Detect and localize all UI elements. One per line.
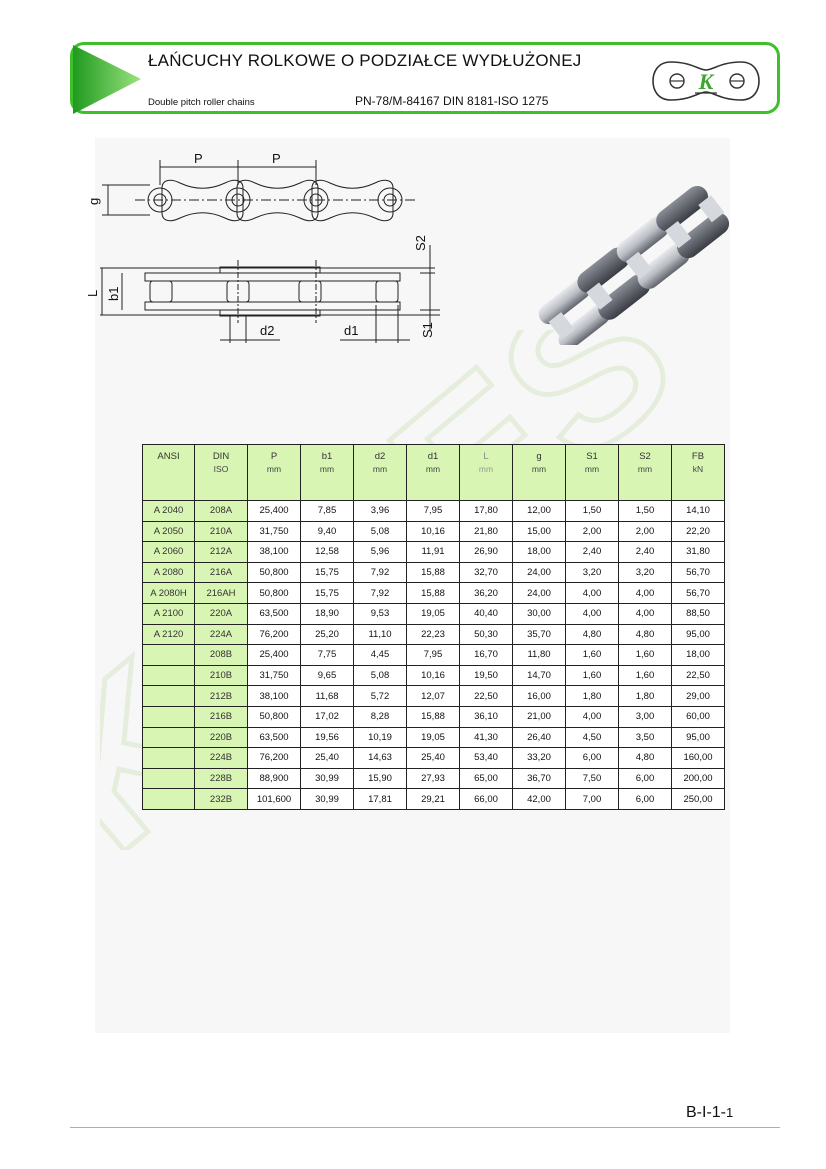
table-row xyxy=(143,521,725,542)
table-row xyxy=(143,727,725,748)
table-cell: A 2080H xyxy=(143,583,195,604)
table-cell: 1,50 xyxy=(566,501,619,522)
table-cell: 50,30 xyxy=(460,624,513,645)
table-cell: 76,200 xyxy=(248,624,301,645)
table-cell: 41,30 xyxy=(460,727,513,748)
table-cell: 21,80 xyxy=(460,521,513,542)
table-cell: 1,60 xyxy=(566,645,619,666)
table-cell: 10,16 xyxy=(407,665,460,686)
table-cell: 220B xyxy=(195,727,248,748)
table-cell: 24,00 xyxy=(513,583,566,604)
table-row xyxy=(143,706,725,727)
table-cell: 22,50 xyxy=(672,665,725,686)
table-cell: 4,00 xyxy=(619,583,672,604)
header-b1: b1 mm xyxy=(301,445,354,501)
table-cell: 5,96 xyxy=(354,542,407,563)
table-cell: 33,20 xyxy=(513,748,566,769)
table-cell xyxy=(143,706,195,727)
table-cell: 224A xyxy=(195,624,248,645)
table-cell: 208A xyxy=(195,501,248,522)
table-cell: 2,00 xyxy=(619,521,672,542)
table-cell: 17,81 xyxy=(354,789,407,810)
label-b1: b1 xyxy=(106,286,121,301)
table-cell: 15,88 xyxy=(407,562,460,583)
table-cell xyxy=(143,665,195,686)
page-number: B-I-1-1 xyxy=(686,1104,734,1121)
table-cell: 14,70 xyxy=(513,665,566,686)
table-cell: 3,50 xyxy=(619,727,672,748)
table-cell: 50,800 xyxy=(248,706,301,727)
table-cell: 12,58 xyxy=(301,542,354,563)
label-l: L xyxy=(85,289,100,297)
table-cell: 60,00 xyxy=(672,706,725,727)
table-cell: 1,80 xyxy=(619,686,672,707)
table-cell: 15,75 xyxy=(301,583,354,604)
table-cell: 4,80 xyxy=(619,624,672,645)
table-row xyxy=(143,542,725,563)
table-header-row xyxy=(143,445,725,501)
company-logo-icon xyxy=(651,57,761,105)
table-cell: 200,00 xyxy=(672,768,725,789)
table-cell xyxy=(143,768,195,789)
table-cell: 11,68 xyxy=(301,686,354,707)
table-cell: 11,10 xyxy=(354,624,407,645)
header-fb: FB kN xyxy=(672,445,725,501)
table-cell xyxy=(143,686,195,707)
table-cell: 18,00 xyxy=(513,542,566,563)
table-cell: 63,500 xyxy=(248,727,301,748)
table-cell: 19,05 xyxy=(407,727,460,748)
table-cell: 212A xyxy=(195,542,248,563)
table-cell: 26,40 xyxy=(513,727,566,748)
table-cell: 3,20 xyxy=(619,562,672,583)
header-triangle-icon xyxy=(73,45,148,114)
header-p: P mm xyxy=(248,445,301,501)
table-row xyxy=(143,686,725,707)
table-cell: 210B xyxy=(195,665,248,686)
label-s2: S2 xyxy=(413,235,428,251)
table-cell: 38,100 xyxy=(248,542,301,563)
label-d1: d1 xyxy=(344,323,359,338)
table-cell: 9,40 xyxy=(301,521,354,542)
table-cell: 21,00 xyxy=(513,706,566,727)
table-cell: 40,40 xyxy=(460,603,513,624)
table-cell: 32,70 xyxy=(460,562,513,583)
header-d1: d1 mm xyxy=(407,445,460,501)
table-cell: 3,00 xyxy=(619,706,672,727)
table-cell: 5,72 xyxy=(354,686,407,707)
header-ansi: ANSI xyxy=(143,445,195,501)
page-title: ŁAŃCUCHY ROLKOWE O PODZIAŁCE WYDŁUŻONEJ xyxy=(148,51,582,70)
table-cell: 15,75 xyxy=(301,562,354,583)
table-row xyxy=(143,748,725,769)
table-cell: A 2040 xyxy=(143,501,195,522)
table-cell: 14,63 xyxy=(354,748,407,769)
table-cell: 4,00 xyxy=(619,603,672,624)
page-subtitle: Double pitch roller chains xyxy=(148,97,255,108)
table-cell: 19,56 xyxy=(301,727,354,748)
table-cell: 35,70 xyxy=(513,624,566,645)
table-row xyxy=(143,624,725,645)
table-cell: 1,60 xyxy=(619,665,672,686)
table-cell: 18,90 xyxy=(301,603,354,624)
table-cell: 14,10 xyxy=(672,501,725,522)
table-cell xyxy=(143,748,195,769)
table-cell: 31,750 xyxy=(248,665,301,686)
table-cell: 25,400 xyxy=(248,501,301,522)
table-cell: 216AH xyxy=(195,583,248,604)
label-p1: P xyxy=(194,151,203,166)
table-cell: 4,00 xyxy=(566,603,619,624)
table-row xyxy=(143,583,725,604)
table-cell: 30,00 xyxy=(513,603,566,624)
table-cell: 1,60 xyxy=(619,645,672,666)
table-cell: 210A xyxy=(195,521,248,542)
table-row xyxy=(143,603,725,624)
table-row xyxy=(143,665,725,686)
table-cell: 29,21 xyxy=(407,789,460,810)
table-cell: 22,50 xyxy=(460,686,513,707)
table-cell: 95,00 xyxy=(672,624,725,645)
table-row xyxy=(143,768,725,789)
table-cell: 9,53 xyxy=(354,603,407,624)
table-cell xyxy=(143,789,195,810)
table-cell: 212B xyxy=(195,686,248,707)
table-cell: 36,70 xyxy=(513,768,566,789)
logo-letter: K xyxy=(698,69,714,94)
header-s1: S1 mm xyxy=(566,445,619,501)
table-cell: 11,80 xyxy=(513,645,566,666)
table-row xyxy=(143,645,725,666)
table-cell: 12,07 xyxy=(407,686,460,707)
table-cell: 22,23 xyxy=(407,624,460,645)
table-cell: 16,70 xyxy=(460,645,513,666)
table-cell: 2,00 xyxy=(566,521,619,542)
table-cell: 7,92 xyxy=(354,562,407,583)
table-cell: 25,400 xyxy=(248,645,301,666)
table-cell: 4,80 xyxy=(619,748,672,769)
table-cell: 36,20 xyxy=(460,583,513,604)
table-cell: 15,00 xyxy=(513,521,566,542)
standards-reference: PN-78/M-84167 DIN 8181-ISO 1275 xyxy=(355,94,549,108)
chain-photo xyxy=(520,180,750,345)
table-cell: 2,40 xyxy=(566,542,619,563)
table-cell: 19,50 xyxy=(460,665,513,686)
table-cell: 1,50 xyxy=(619,501,672,522)
table-cell: 76,200 xyxy=(248,748,301,769)
table-cell: 50,800 xyxy=(248,583,301,604)
table-cell: A 2060 xyxy=(143,542,195,563)
table-cell: 36,10 xyxy=(460,706,513,727)
label-s1: S1 xyxy=(420,322,435,338)
label-g: g xyxy=(86,197,101,205)
table-cell: 66,00 xyxy=(460,789,513,810)
table-cell: 27,93 xyxy=(407,768,460,789)
table-cell: 10,16 xyxy=(407,521,460,542)
table-cell: 250,00 xyxy=(672,789,725,810)
table-row xyxy=(143,501,725,522)
table-cell: 4,50 xyxy=(566,727,619,748)
label-d2: d2 xyxy=(260,323,275,338)
table-cell: 12,00 xyxy=(513,501,566,522)
table-cell: A 2100 xyxy=(143,603,195,624)
table-cell: 53,40 xyxy=(460,748,513,769)
table-cell: 7,95 xyxy=(407,645,460,666)
table-cell: 101,600 xyxy=(248,789,301,810)
table-cell: 7,95 xyxy=(407,501,460,522)
table-cell: 160,00 xyxy=(672,748,725,769)
table-cell: 216B xyxy=(195,706,248,727)
table-cell: 3,96 xyxy=(354,501,407,522)
table-cell: 7,85 xyxy=(301,501,354,522)
footer-divider xyxy=(70,1127,780,1128)
table-cell: 224B xyxy=(195,748,248,769)
table-cell: 88,900 xyxy=(248,768,301,789)
table-cell: 5,08 xyxy=(354,665,407,686)
table-cell: 6,00 xyxy=(566,748,619,769)
header-box xyxy=(70,42,780,114)
table-cell: 7,92 xyxy=(354,583,407,604)
table-cell: 8,28 xyxy=(354,706,407,727)
table-cell: 232B xyxy=(195,789,248,810)
table-cell: 4,00 xyxy=(566,583,619,604)
table-cell: 16,00 xyxy=(513,686,566,707)
table-cell: 26,90 xyxy=(460,542,513,563)
spec-table xyxy=(142,444,725,810)
table-cell: 216A xyxy=(195,562,248,583)
table-cell: 56,70 xyxy=(672,583,725,604)
table-cell: 220A xyxy=(195,603,248,624)
table-cell xyxy=(143,645,195,666)
table-cell: A 2120 xyxy=(143,624,195,645)
table-cell: 9,65 xyxy=(301,665,354,686)
table-cell: A 2050 xyxy=(143,521,195,542)
table-cell: 42,00 xyxy=(513,789,566,810)
table-cell: 1,80 xyxy=(566,686,619,707)
table-cell: 3,20 xyxy=(566,562,619,583)
header-l: L mm xyxy=(460,445,513,501)
table-cell: 15,88 xyxy=(407,583,460,604)
table-cell: 56,70 xyxy=(672,562,725,583)
header-g: g mm xyxy=(513,445,566,501)
table-cell: 17,80 xyxy=(460,501,513,522)
table-cell: 22,20 xyxy=(672,521,725,542)
table-cell: 1,60 xyxy=(566,665,619,686)
table-cell: 228B xyxy=(195,768,248,789)
table-cell: 5,08 xyxy=(354,521,407,542)
table-cell: 10,19 xyxy=(354,727,407,748)
table-cell: 7,50 xyxy=(566,768,619,789)
table-cell: 25,20 xyxy=(301,624,354,645)
table-cell: 4,45 xyxy=(354,645,407,666)
table-cell: 15,88 xyxy=(407,706,460,727)
table-cell: 2,40 xyxy=(619,542,672,563)
table-cell: 208B xyxy=(195,645,248,666)
header-din: DIN ISO xyxy=(195,445,248,501)
chain-technical-drawing xyxy=(80,145,460,355)
table-cell: 88,50 xyxy=(672,603,725,624)
table-cell: 30,99 xyxy=(301,768,354,789)
table-row xyxy=(143,789,725,810)
table-cell: 30,99 xyxy=(301,789,354,810)
table-cell: 29,00 xyxy=(672,686,725,707)
table-cell: 63,500 xyxy=(248,603,301,624)
table-cell: 65,00 xyxy=(460,768,513,789)
table-row xyxy=(143,562,725,583)
table-cell: 25,40 xyxy=(407,748,460,769)
table-cell: 25,40 xyxy=(301,748,354,769)
table-cell: 38,100 xyxy=(248,686,301,707)
table-cell: 31,750 xyxy=(248,521,301,542)
header-d2: d2 mm xyxy=(354,445,407,501)
table-cell: 7,75 xyxy=(301,645,354,666)
table-cell: 6,00 xyxy=(619,768,672,789)
table-cell: 17,02 xyxy=(301,706,354,727)
header-s2: S2 mm xyxy=(619,445,672,501)
table-cell: 7,00 xyxy=(566,789,619,810)
table-cell: 15,90 xyxy=(354,768,407,789)
table-cell: 31,80 xyxy=(672,542,725,563)
table-cell: A 2080 xyxy=(143,562,195,583)
table-cell: 50,800 xyxy=(248,562,301,583)
table-cell: 6,00 xyxy=(619,789,672,810)
table-cell xyxy=(143,727,195,748)
table-cell: 24,00 xyxy=(513,562,566,583)
table-cell: 4,00 xyxy=(566,706,619,727)
table-cell: 4,80 xyxy=(566,624,619,645)
table-cell: 19,05 xyxy=(407,603,460,624)
table-cell: 95,00 xyxy=(672,727,725,748)
table-cell: 11,91 xyxy=(407,542,460,563)
label-p2: P xyxy=(272,151,281,166)
table-cell: 18,00 xyxy=(672,645,725,666)
